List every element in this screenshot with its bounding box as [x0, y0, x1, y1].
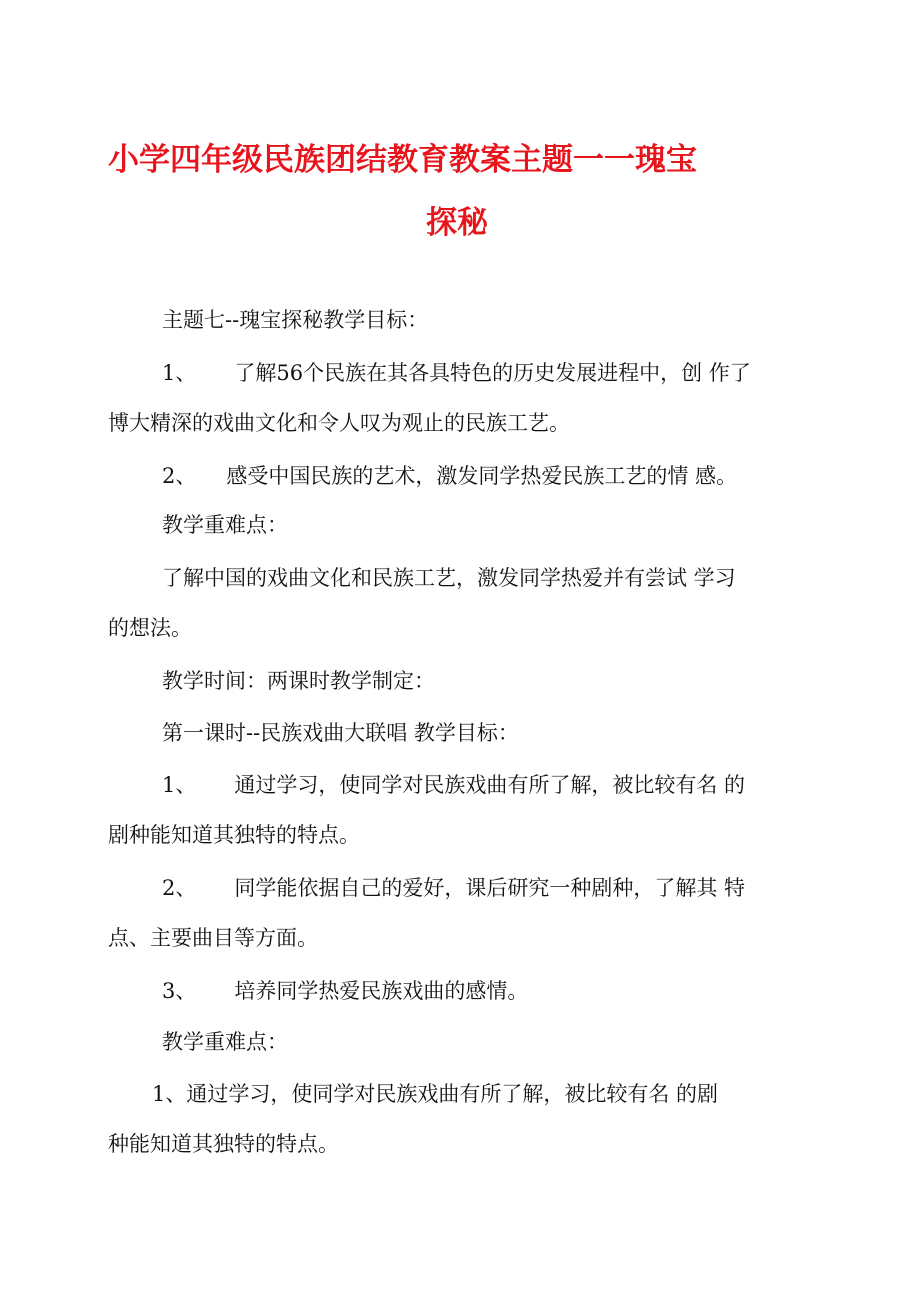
teaching-time: 教学时间：两课时教学制定： [162, 669, 435, 693]
lesson-objective-1-line1 [162, 770, 745, 800]
list-number: 3、 [162, 979, 197, 1003]
lesson-key-difficulties-heading: 教学重难点： [162, 1030, 288, 1054]
lesson-key-difficulty-1-line2: 种能知道其独特的特点。 [108, 1132, 339, 1156]
lesson-objective-1-line2: 剧种能知道其独特的特点。 [108, 823, 360, 847]
list-number: 2、 [162, 464, 197, 488]
objective-1-line1 [162, 358, 751, 388]
list-number: 1、 [162, 361, 197, 385]
lesson-key-difficulty-1-line1 [152, 1079, 718, 1109]
list-number: 1、 [162, 773, 197, 797]
theme-heading: 主题七--瑰宝探秘教学目标： [162, 308, 429, 332]
list-number: 1、 [152, 1082, 187, 1106]
key-difficulties-heading: 教学重难点： [162, 513, 288, 537]
lesson-objective-2-line1 [162, 873, 745, 903]
objective-1-line2: 博大精深的戏曲文化和令人叹为观止的民族工艺。 [108, 411, 570, 435]
objective-2-text: 感受中国民族的艺术，激发同学热爱民族工艺的情 感。 [226, 464, 738, 488]
lesson-objective-1-text: 通过学习，使同学对民族戏曲有所了解，被比较有名 的 [234, 773, 746, 797]
lesson-objective-3-text: 培养同学热爱民族戏曲的感情。 [234, 979, 529, 1003]
lesson-1-heading: 第一课时--民族戏曲大联唱 教学目标： [162, 721, 519, 745]
document-title-line1: 小学四年级民族团结教育教案主题一一瑰宝 [108, 142, 697, 178]
key-difficulties-line1: 了解中国的戏曲文化和民族工艺，激发同学热爱并有尝试 学习 [162, 566, 736, 590]
lesson-key-difficulty-1-text: 通过学习，使同学对民族戏曲有所了解，被比较有名 的剧 [186, 1082, 719, 1106]
document-title-line2: 探秘 [426, 205, 488, 241]
lesson-objective-3 [162, 976, 528, 1006]
lesson-objective-2-text: 同学能依据自己的爱好，课后研究一种剧种，了解其 特 [234, 876, 746, 900]
objective-1-text: 了解56个民族在其各具特色的历史发展进程中，创 作了 [234, 361, 751, 385]
list-number: 2、 [162, 876, 197, 900]
key-difficulties-line2: 的想法。 [108, 616, 192, 640]
objective-2 [162, 461, 737, 491]
lesson-objective-2-line2: 点、主要曲目等方面。 [108, 926, 318, 950]
